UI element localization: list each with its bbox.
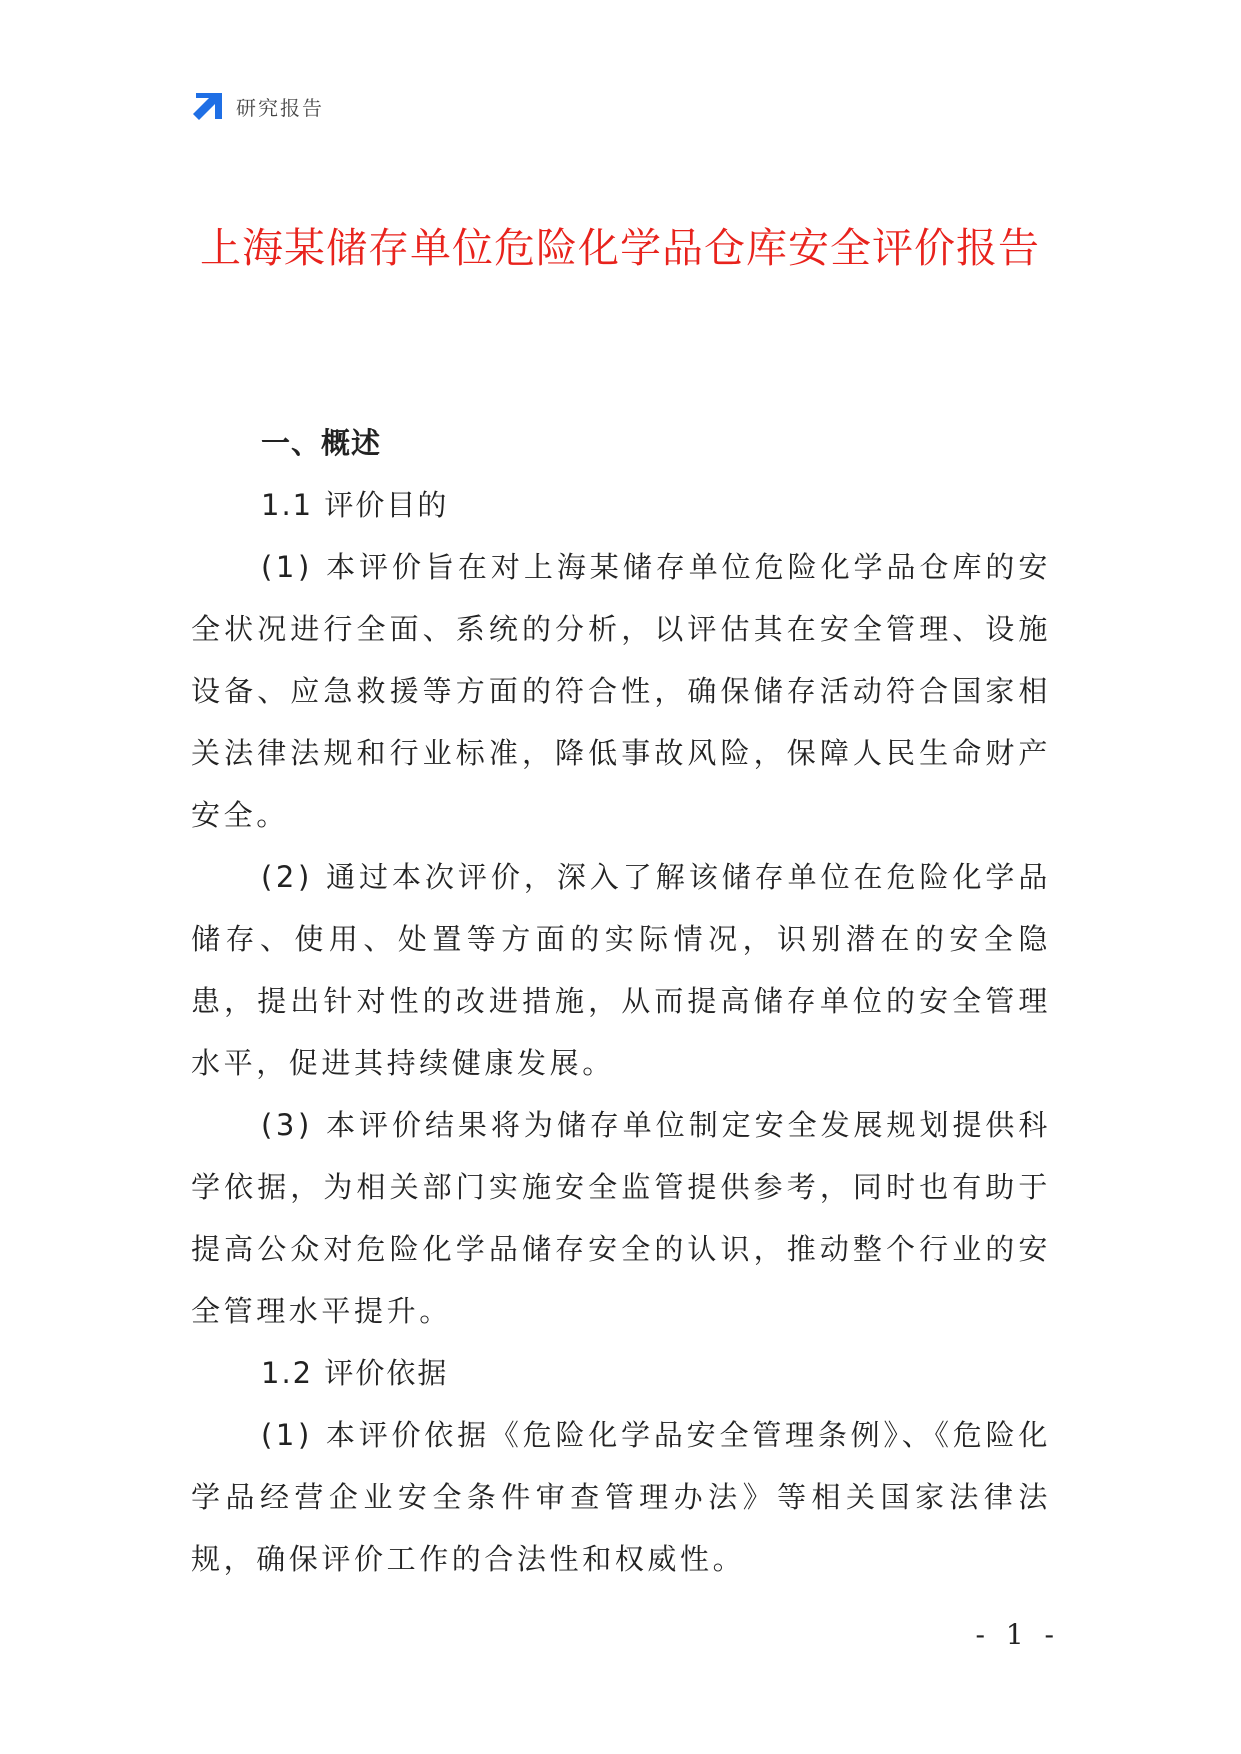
subheading-basis: 1.2 评价依据	[261, 1356, 449, 1390]
paragraph: (1) 本评价依据《危险化学品安全管理条例》、《危险化学品经营企业安全条件审查管理办法》等相关国家法律法规，确保评价工作的合法性和权威性。	[191, 1418, 1051, 1576]
document-header	[190, 88, 324, 124]
section-heading-overview: 一、概述	[261, 426, 382, 460]
arrow-up-right-icon	[190, 89, 224, 123]
document-title: 上海某储存单位危险化学品仓库安全评价报告	[200, 224, 1040, 272]
paragraph: (2) 通过本次评价，深入了解该储存单位在危险化学品储存、使用、处置等方面的实际情况，识别潜在的安全隐患，提出针对性的改进措施，从而提高储存单位的安全管理水平，促进其持续健康发展。	[191, 860, 1051, 1080]
paragraph: (3) 本评价结果将为储存单位制定安全发展规划提供科学依据，为相关部门实施安全监管提供参考，同时也有助于提高公众对危险化学品储存安全的认识，推动整个行业的安全管理水平提升。	[191, 1108, 1051, 1328]
paragraph: (1) 本评价旨在对上海某储存单位危险化学品仓库的安全状况进行全面、系统的分析，以评估其在安全管理、设施设备、应急救援等方面的符合性，确保储存活动符合国家相关法律法规和行业标准，降低事故风险，保障人民生命财产安全。	[191, 550, 1051, 832]
subheading-purpose: 1.1 评价目的	[261, 488, 449, 522]
document-body	[191, 412, 1051, 1590]
header-label: 研究报告	[236, 95, 324, 120]
page-number: - 1 -	[975, 1618, 1060, 1651]
